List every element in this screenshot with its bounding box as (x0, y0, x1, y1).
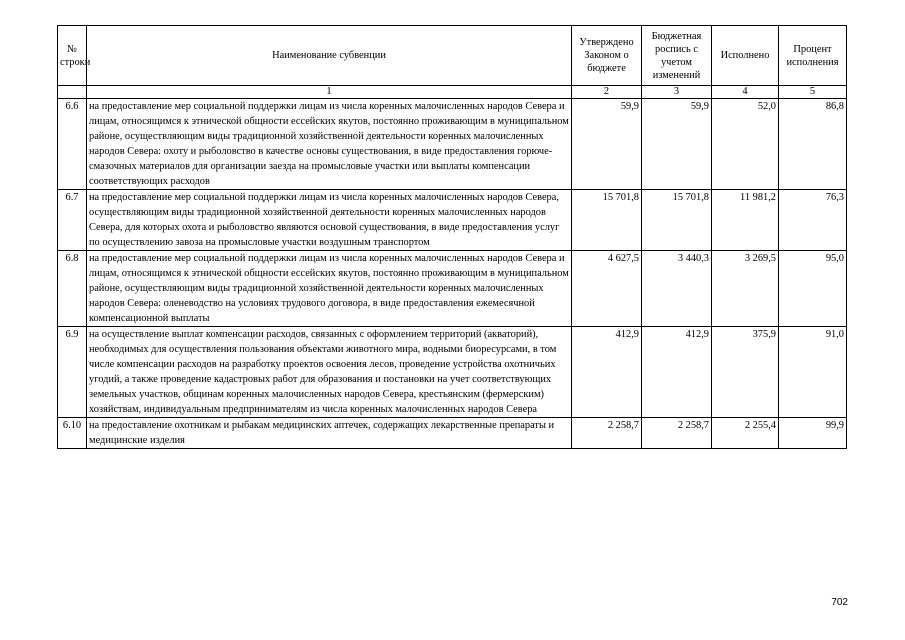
header-approved: Утверждено Законом о бюджете (572, 26, 642, 86)
budget-value: 3 440,3 (642, 251, 712, 327)
executed-value: 375,9 (712, 327, 779, 418)
row-number: 6.7 (58, 190, 87, 251)
column-number: 5 (779, 86, 847, 99)
header-percent: Процент исполнения (779, 26, 847, 86)
column-number: 2 (572, 86, 642, 99)
budget-value: 2 258,7 (642, 418, 712, 449)
header-row (58, 26, 847, 86)
executed-value: 2 255,4 (712, 418, 779, 449)
column-number: 3 (642, 86, 712, 99)
executed-value: 52,0 (712, 99, 779, 190)
percent-value: 99,9 (779, 418, 847, 449)
column-number: 1 (87, 86, 572, 99)
budget-value: 59,9 (642, 99, 712, 190)
column-number-row (58, 86, 847, 99)
subvention-name: на предоставление мер социальной поддержки лицам из числа коренных малочисленных народов Севера и лицам, относящимся к этнической общности ессейских якутов, постоянно проживающим в муниципальном районе, осуществляющим виды традиционной хозяйственной деятельности коренных малочисленных народов Севера: оленеводство на условиях трудового договора, в виде предоставления ежемесячной компенсационной выплаты (87, 251, 572, 327)
table-row (58, 251, 847, 327)
page-number: 702 (831, 597, 848, 608)
budget-value: 15 701,8 (642, 190, 712, 251)
percent-value: 95,0 (779, 251, 847, 327)
row-number: 6.10 (58, 418, 87, 449)
row-number: 6.9 (58, 327, 87, 418)
executed-value: 11 981,2 (712, 190, 779, 251)
percent-value: 91,0 (779, 327, 847, 418)
subvention-name: на предоставление охотникам и рыбакам медицинских аптечек, содержащих лекарственные препараты и медицинские изделия (87, 418, 572, 449)
table-row (58, 99, 847, 190)
table-row (58, 327, 847, 418)
table-row (58, 418, 847, 449)
subvention-name: на осуществление выплат компенсации расходов, связанных с оформлением территорий (акваторий), необходимых для осуществления пользования объектами животного мира, водными биоресурсами, в том числе компенсации расходов на разработку проектов освоения лесов, проведение устройства охотничьих угодий, а также проведение кадастровых работ для образования и постановки на учет соответствующих земельных участков, общинам коренных малочисленных народов Севера, крестьянским (фермерским) хозяйствам, индивидуальным предпринимателям из числа коренных малочисленных народов Севера (87, 327, 572, 418)
approved-value: 15 701,8 (572, 190, 642, 251)
table-row (58, 190, 847, 251)
executed-value: 3 269,5 (712, 251, 779, 327)
approved-value: 4 627,5 (572, 251, 642, 327)
percent-value: 76,3 (779, 190, 847, 251)
approved-value: 412,9 (572, 327, 642, 418)
column-number: 4 (712, 86, 779, 99)
percent-value: 86,8 (779, 99, 847, 190)
row-number: 6.6 (58, 99, 87, 190)
budget-value: 412,9 (642, 327, 712, 418)
approved-value: 2 258,7 (572, 418, 642, 449)
header-executed: Исполнено (712, 26, 779, 86)
subvention-name: на предоставление мер социальной поддержки лицам из числа коренных малочисленных народов Севера, осуществляющим виды традиционной хозяйственной деятельности коренных малочисленных народов Севера, для которых охота и рыболовство являются основой существования, в виде предоставления услуг по осуществлению завоза на промысловые участки воздушным транспортом (87, 190, 572, 251)
approved-value: 59,9 (572, 99, 642, 190)
header-row-number: № строки (58, 26, 87, 86)
header-subvention-name: Наименование субвенции (87, 26, 572, 86)
header-budget-schedule: Бюджетная роспись с учетом изменений (642, 26, 712, 86)
subvention-name: на предоставление мер социальной поддержки лицам из числа коренных малочисленных народов Севера и лицам, относящимся к этнической общности ессейских якутов, постоянно проживающим в муниципальном районе, осуществляющим виды традиционной хозяйственной деятельности коренных малочисленных народов Севера: охоту и рыболовство в качестве основы существования, в виде предоставления горюче-смазочных материалов для организации заезда на промысловые участки или выплаты компенсации соответствующих расходов (87, 99, 572, 190)
subventions-table (57, 25, 847, 449)
row-number: 6.8 (58, 251, 87, 327)
column-number-blank (58, 86, 87, 99)
